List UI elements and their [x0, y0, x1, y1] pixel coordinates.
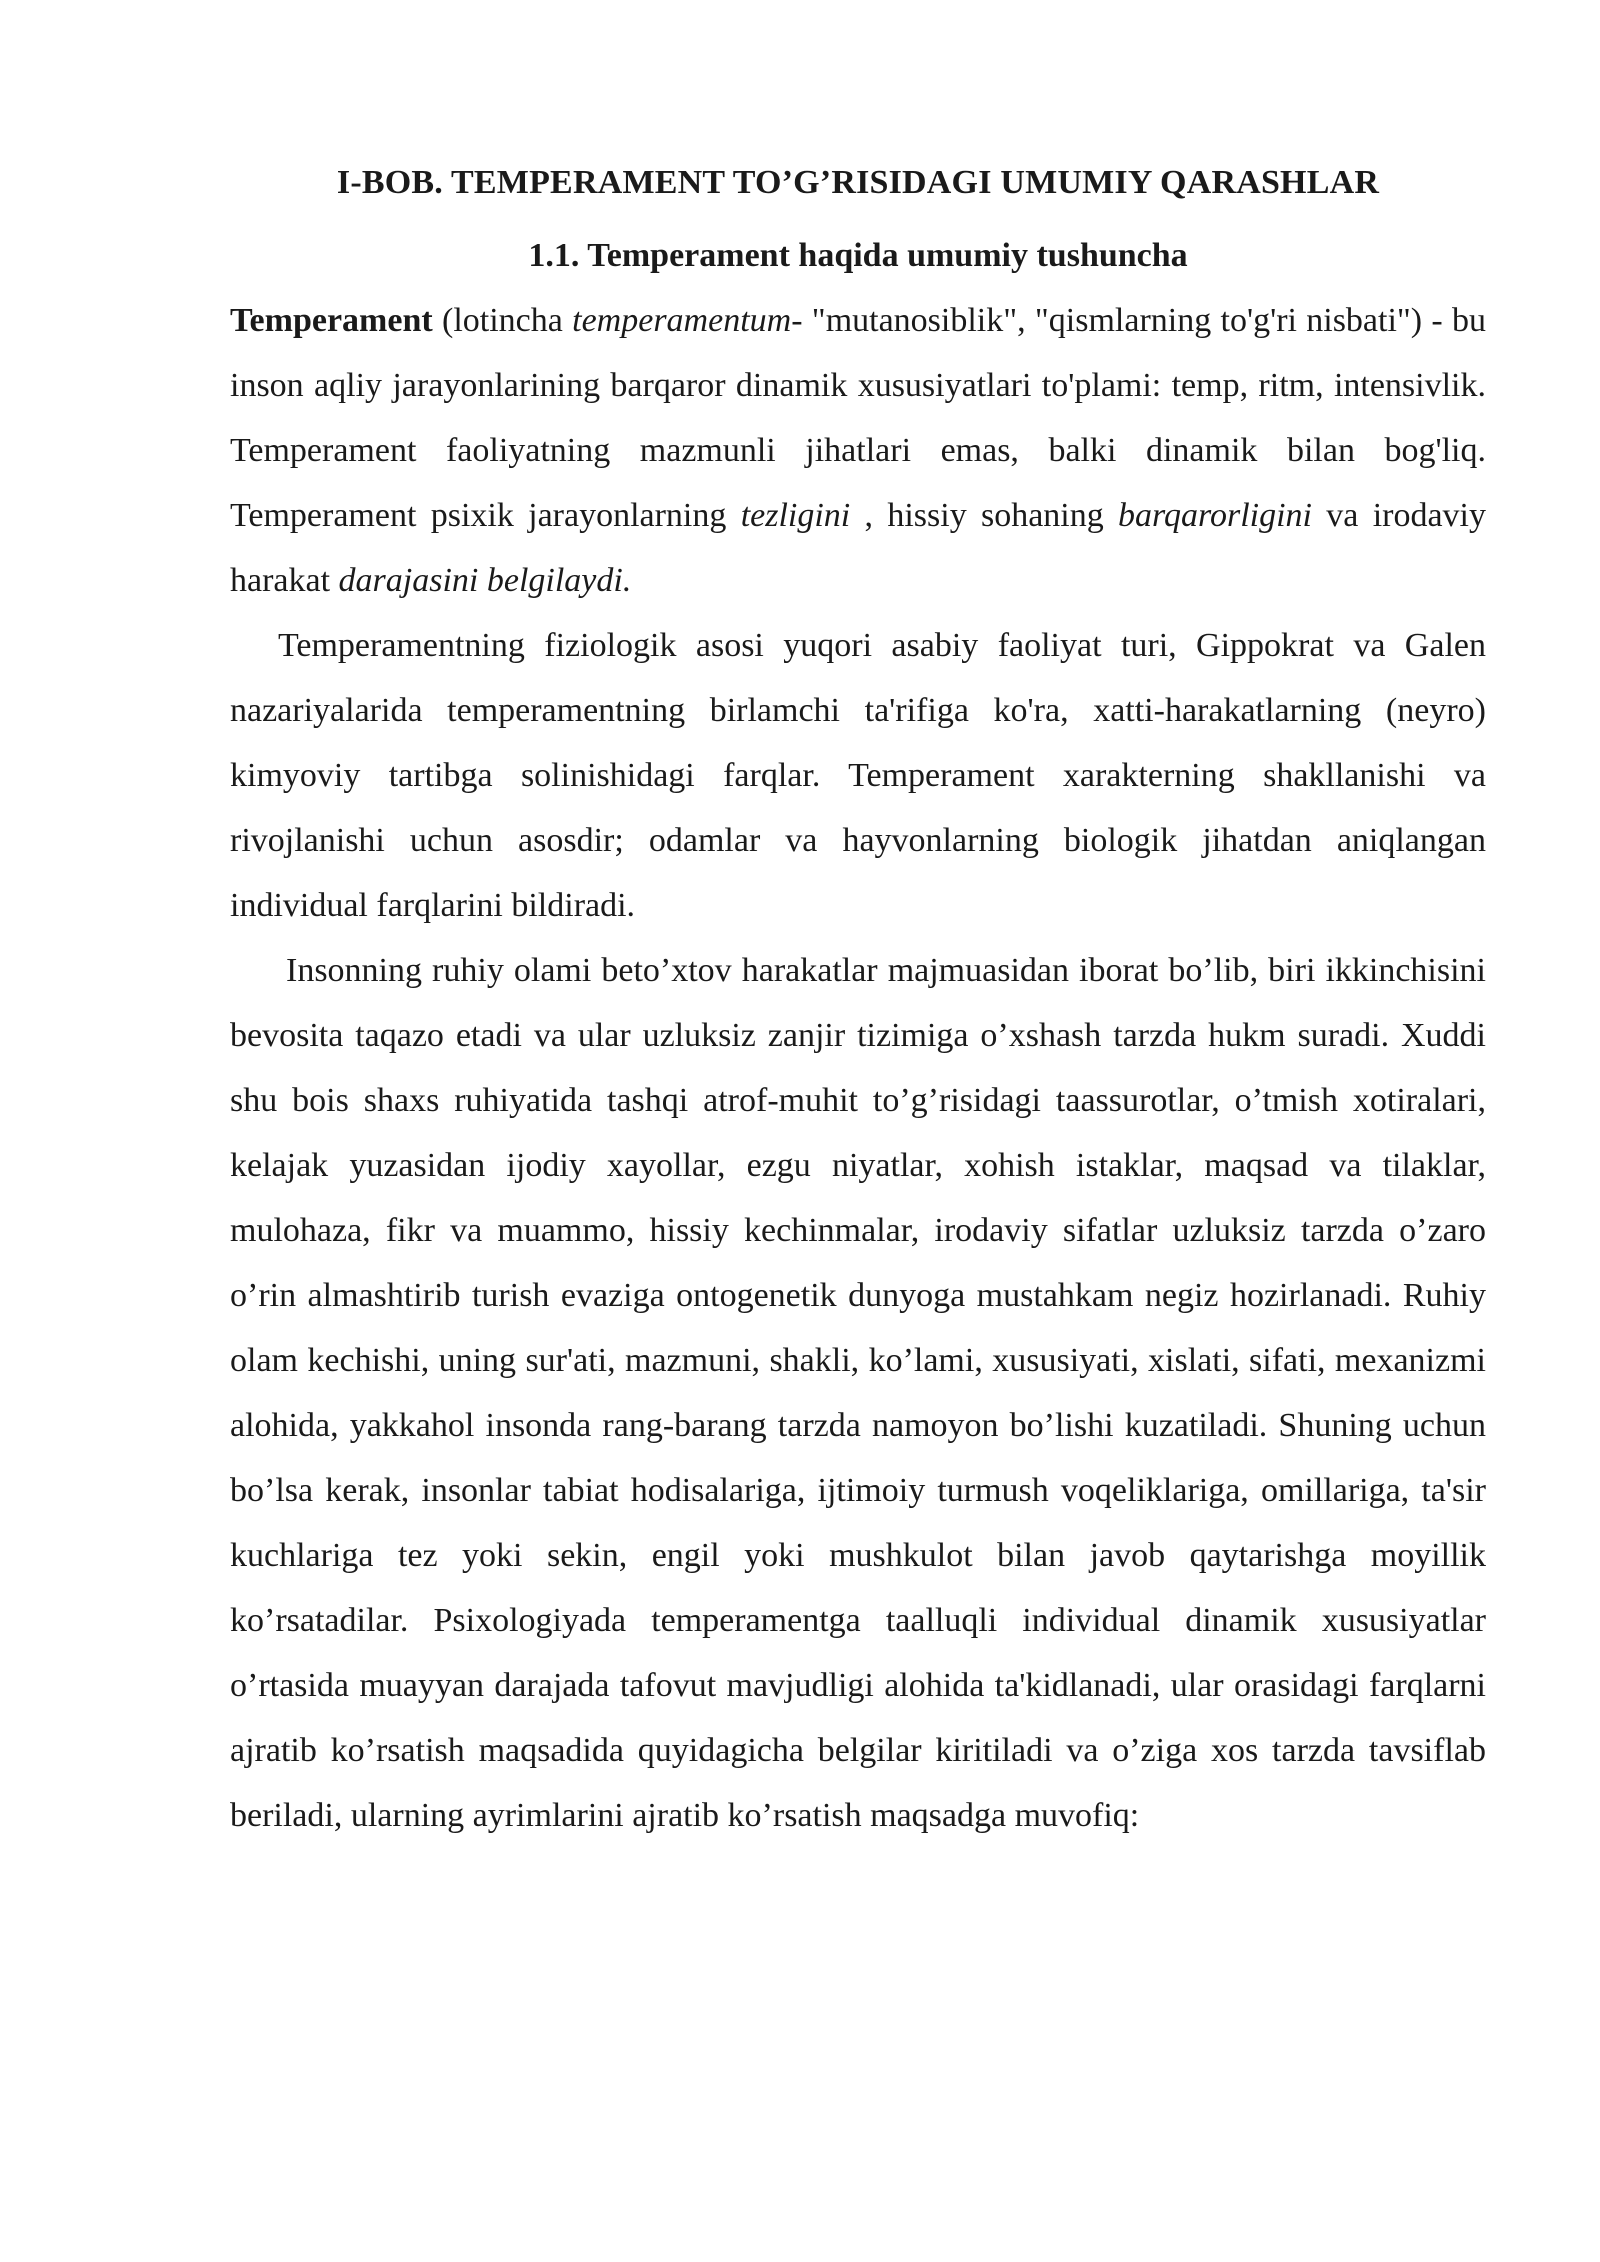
paragraph-text: (lotincha: [432, 302, 573, 339]
term-temperament: Temperament: [230, 302, 433, 339]
paragraph-text: , hissiy sohaning: [850, 497, 1119, 534]
section-title: 1.1. Temperament haqida umumiy tushuncha: [528, 237, 1188, 274]
chapter-title: I-BOB. TEMPERAMENT TO’G’RISIDAGI UMUMIY QARASHLAR: [336, 164, 1380, 201]
paragraph-text: va irodaviy harakat: [230, 497, 1486, 599]
paragraph-physiology: Temperamentning fiziologik asosi yuqori asabiy faoliyat turi, Gippokrat va Galen nazariyalarida temperamentning birlamchi ta'rifiga ko'ra, xatti-harakatlarning (neyro) kimyoviy tartibga solinishidagi farqlar. Temperament xarakterning shakllanishi va rivojlanishi uchun asosdir; odamlar va hayvonlarning biologik jihatdan aniqlangan individual farqlarini bildiradi.: [230, 627, 1486, 924]
paragraph-psyche: Insonning ruhiy olami beto’xtov harakatlar majmuasidan iborat bo’lib, biri ikkinchisini bevosita taqazo etadi va ular uzluksiz zanjir tizimiga o’xshash tarzda hukm suradi. Xuddi shu bois shaxs ruhiyatida tashqi atrof-muhit to’g’risidagi taassurotlar, o’tmish xotiralari, kelajak yuzasidan ijodiy xayollar, ezgu niyatlar, xohish istaklar, maqsad va tilaklar, mulohaza, fikr va muammo, hissiy kechinmalar, irodaviy sifatlar uzluksiz tarzda o’zaro o’rin almashtirib turish evaziga ontogenetik dunyoga mustahkam negiz hozirlanadi. Ruhiy olam kechishi, uning sur'ati, mazmuni, shakli, ko’lami, xususiyati, xislati, sifati, mexanizmi alohida, yakkahol insonda rang-barang tarzda namoyon bo’lishi kuzatiladi. Shuning uchun bo’lsa kerak, insonlar tabiat hodisalariga, ijtimoiy turmush voqeliklariga, omillariga, ta'sir kuchlariga tez yoki sekin, engil yoki mushkulot bilan javob qaytarishga moyillik ko’rsatadilar. Psixologiyada temperamentga taalluqli individual dinamik xususiyatlar o’rtasida muayyan darajada tafovut mavjudligi alohida ta'kidlanadi, ular orasidagi farqlarni ajratib ko’rsatish maqsadida quyidagicha belgilar kiritiladi va o’ziga xos tarzda tavsiflab beriladi, ularning ayrimlarini ajratib ko’rsatish maqsadga muvofiq:: [230, 952, 1486, 1834]
emphasis-text: barqarorligini: [1118, 497, 1313, 534]
emphasis-text: darajasini belgilaydi.: [338, 562, 632, 599]
emphasis-text: tezligini: [740, 497, 851, 534]
document-page: [230, 140, 1486, 1848]
paragraph-definition: [230, 288, 1486, 613]
latin-term: temperamentum: [572, 302, 792, 339]
paragraph-text: - "mutanosiblik", "qismlarning to'g'ri nisbati") - bu inson aqliy jarayonlarining barqaror dinamik xususiyatlari to'plami: temp, ritm, intensivlik. Temperament faoliyatning mazmunli jihatlari emas, balki dinamik bilan bog'liq. Temperament psixik jarayonlarning: [230, 302, 1487, 534]
